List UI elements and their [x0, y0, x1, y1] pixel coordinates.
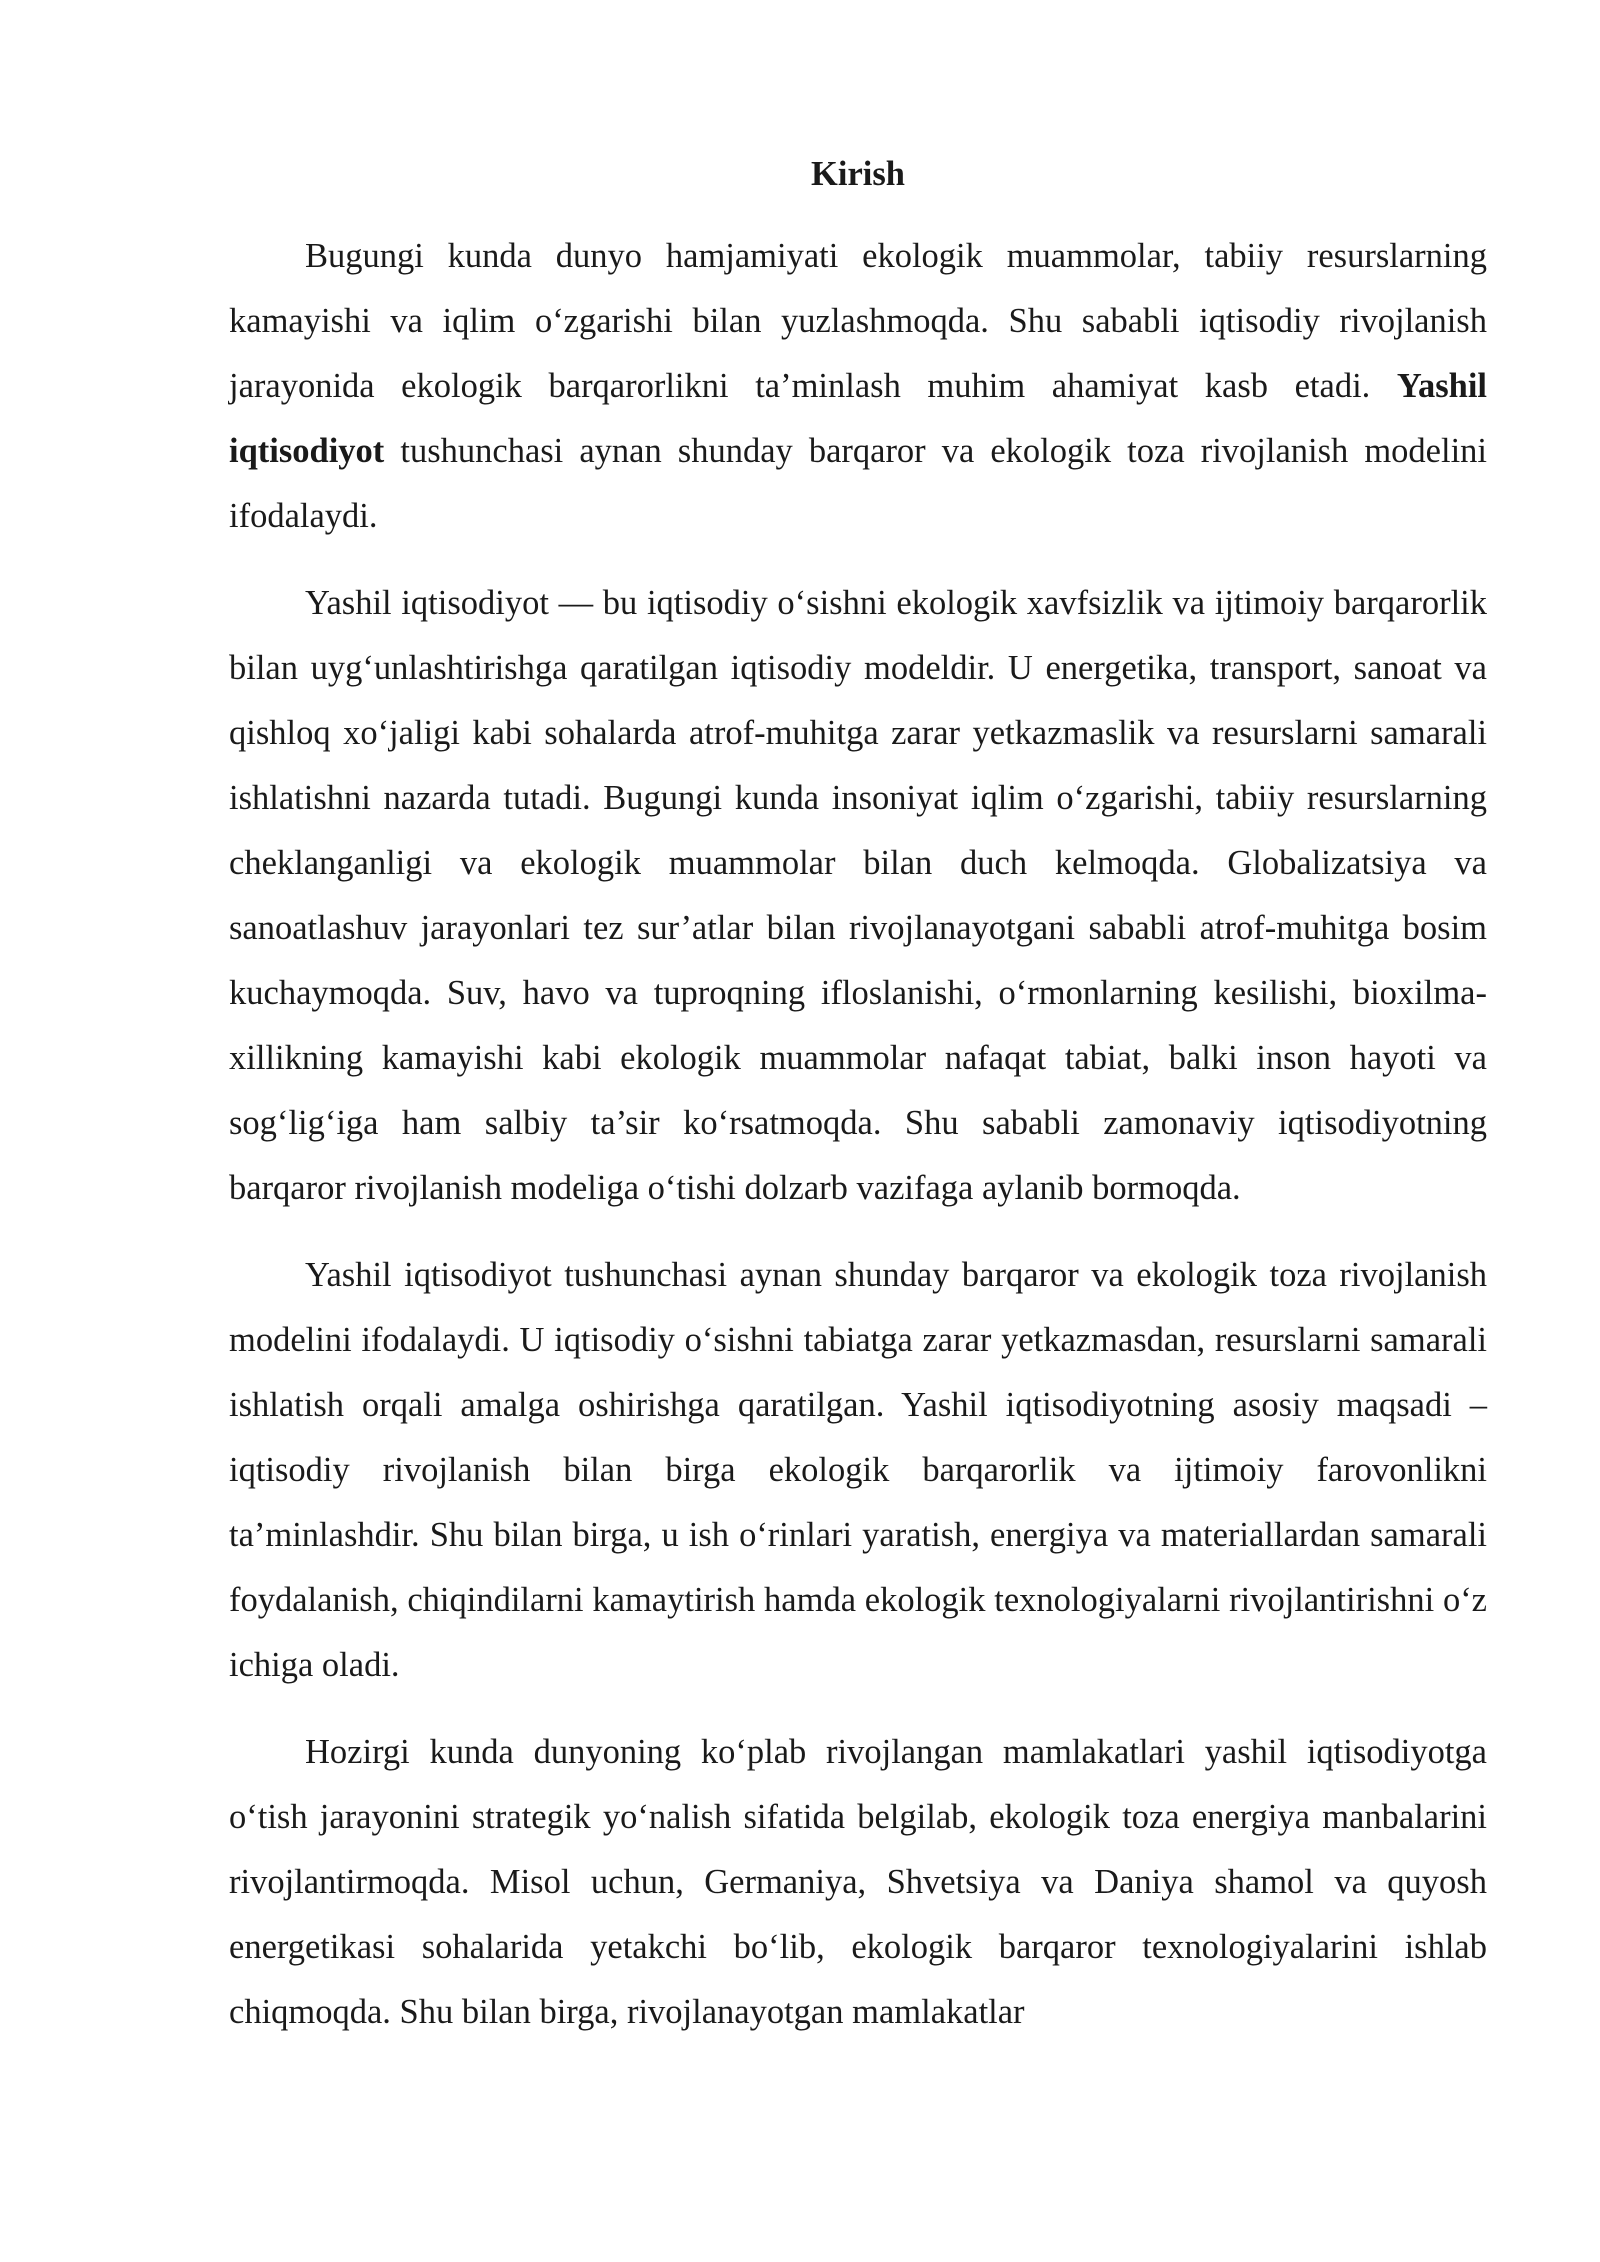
section-title: Kirish [811, 155, 905, 193]
paragraph-4: Hozirgi kunda dunyoning ko‘plab rivojlangan mamlakatlari yashil iqtisodiyotga o‘tish jarayonini strategik yo‘nalish sifatida belgilab, ekologik toza energiya manbalarini rivojlantirmoqda. Misol uchun, Germaniya, Shvetsiya va Daniya shamol va quyosh energetikasi sohalarida yetakchi bo‘lib, ekologik barqaror texnologiyalarini ishlab chiqmoqda. Shu bilan birga, rivojlanayotgan mamlakatlar [229, 1733, 1487, 2031]
paragraph-1 [229, 224, 1487, 549]
paragraph-1-bold-term: Yashil iqtisodiyot [229, 367, 1487, 470]
paragraph-3: Yashil iqtisodiyot tushunchasi aynan shunday barqaror va ekologik toza rivojlanish modelini ifodalaydi. U iqtisodiy o‘sishni tabiatga zarar yetkazmasdan, resurslarni samarali ishlatish orqali amalga oshirishga qaratilgan. Yashil iqtisodiyotning asosiy maqsadi – iqtisodiy rivojlanish bilan birga ekologik barqarorlik va ijtimoiy farovonlikni ta’minlashdir. Shu bilan birga, u ish o‘rinlari yaratish, energiya va materiallardan samarali foydalanish, chiqindilarni kamaytirish hamda ekologik texnologiyalarni rivojlantirishni o‘z ichiga oladi. [229, 1256, 1487, 1684]
paragraph-2: Yashil iqtisodiyot — bu iqtisodiy o‘sishni ekologik xavfsizlik va ijtimoiy barqarorlik bilan uyg‘unlashtirishga qaratilgan iqtisodiy modeldir. U energetika, transport, sanoat va qishloq xo‘jaligi kabi sohalarda atrof-muhitga zarar yetkazmaslik va resurslarni samarali ishlatishni nazarda tutadi. Bugungi kunda insoniyat iqlim o‘zgarishi, tabiiy resurslarning cheklanganligi va ekologik muammolar bilan duch kelmoqda. Globalizatsiya va sanoatlashuv jarayonlari tez sur’atlar bilan rivojlanayotgani sababli atrof-muhitga bosim kuchaymoqda. Suv, havo va tuproqning ifloslanishi, o‘rmonlarning kesilishi, bioxilma-xillikning kamayishi kabi ekologik muammolar nafaqat tabiat, balki inson hayoti va sog‘lig‘iga ham salbiy ta’sir ko‘rsatmoqda. Shu sababli zamonaviy iqtisodiyotning barqaror rivojlanish modeliga o‘tishi dolzarb vazifaga aylanib bormoqda. [229, 584, 1487, 1207]
document-body [229, 148, 1487, 2067]
paragraph-1-text-before: Bugungi kunda dunyo hamjamiyati ekologik muammolar, tabiiy resurslarning kamayishi va iqlim o‘zgarishi bilan yuzlashmoqda. Shu sababli iqtisodiy rivojlanish jarayonida ekologik barqarorlikni ta’minlash muhim ahamiyat kasb etadi. [229, 237, 1487, 405]
paragraph-1-text-after: tushunchasi aynan shunday barqaror va ekologik toza rivojlanish modelini ifodalaydi. [229, 432, 1487, 535]
